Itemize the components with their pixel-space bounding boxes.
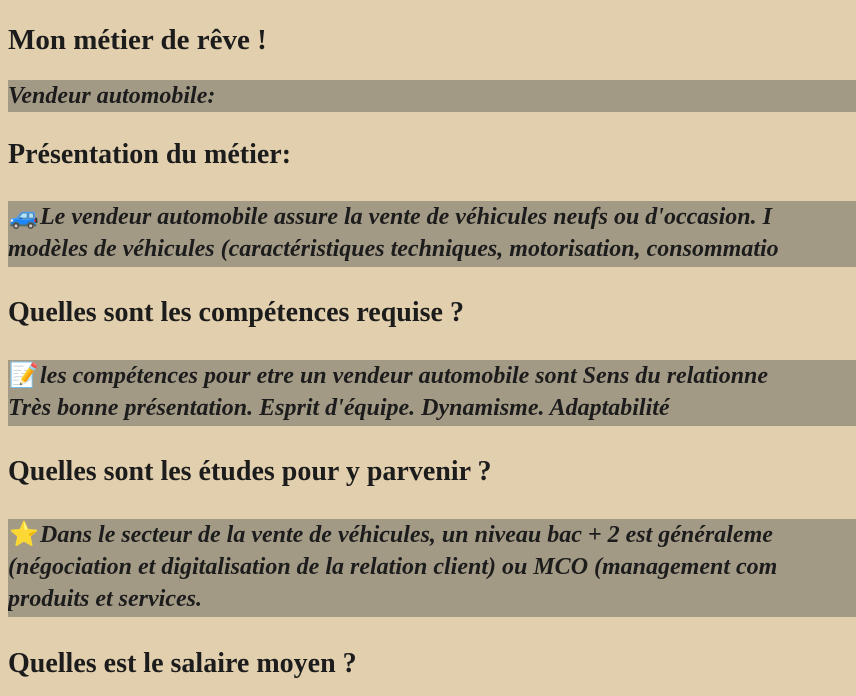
star-icon: ⭐ xyxy=(9,522,39,548)
section-text-competences xyxy=(8,360,856,426)
section-heading-competences: Quelles sont les compétences requise ? xyxy=(8,297,464,328)
section-heading-etudes: Quelles sont les études pour y parvenir ? xyxy=(8,456,492,487)
job-title-banner xyxy=(8,80,856,112)
section-text-presentation xyxy=(8,201,856,267)
paragraph-line: produits et services. xyxy=(8,586,202,612)
paragraph-line: modèles de véhicules (caractéristiques techniques, motorisation, consommatio xyxy=(8,236,779,262)
job-title: Vendeur automobile: xyxy=(8,83,216,109)
memo-icon: 📝 xyxy=(9,363,39,389)
section-heading-presentation: Présentation du métier: xyxy=(8,139,292,170)
car-icon: 🚙 xyxy=(9,204,39,230)
section-heading-salaire: Quelles est le salaire moyen ? xyxy=(8,648,357,679)
paragraph-line: Dans le secteur de la vente de véhicules, un niveau bac + 2 est généraleme xyxy=(40,522,773,548)
paragraph-line: (négociation et digitalisation de la relation client) ou MCO (management com xyxy=(8,554,778,580)
paragraph-line: les compétences pour etre un vendeur automobile sont Sens du relationne xyxy=(40,363,769,389)
paragraph-line: Le vendeur automobile assure la vente de véhicules neufs ou d'occasion. I xyxy=(40,204,772,230)
paragraph-line: Très bonne présentation. Esprit d'équipe. Dynamisme. Adaptabilité xyxy=(8,395,670,421)
page-title: Mon métier de rêve ! xyxy=(8,24,267,56)
section-text-etudes xyxy=(8,519,856,617)
